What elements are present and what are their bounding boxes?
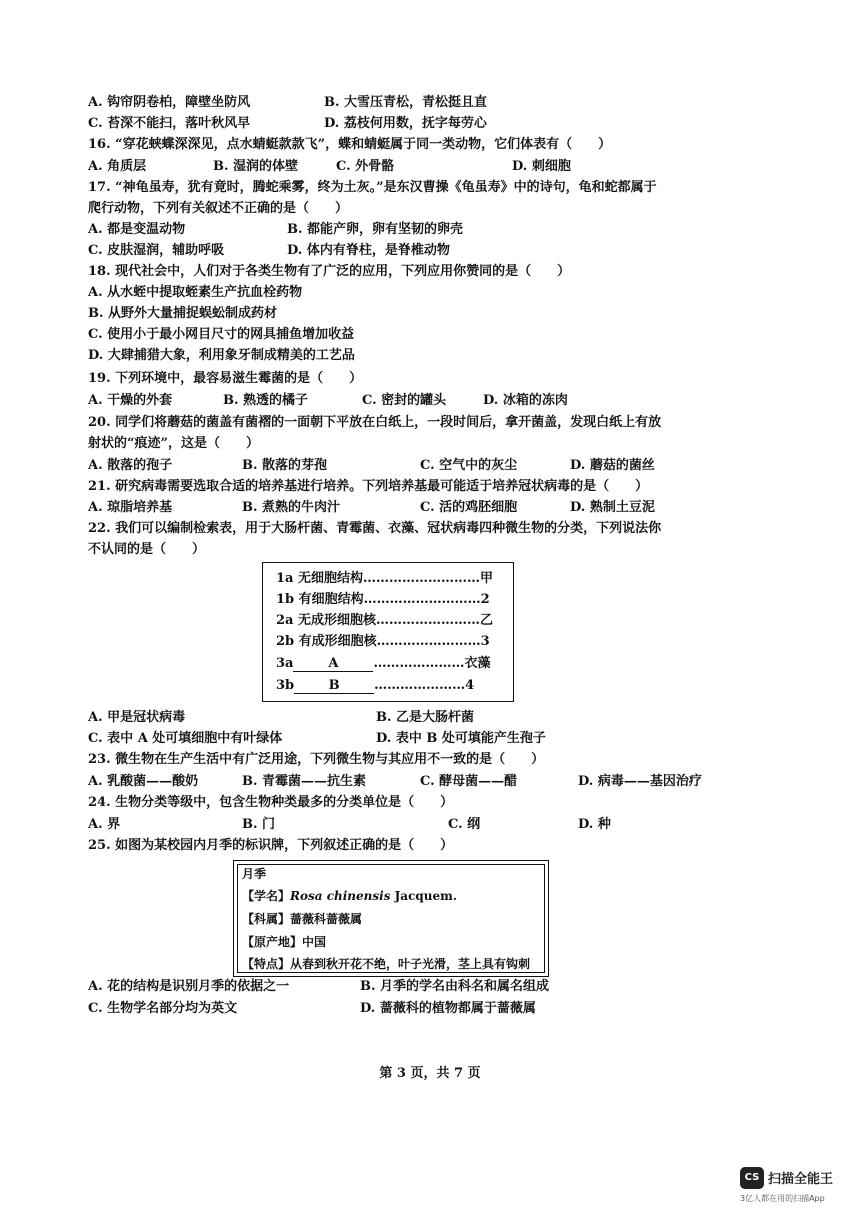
q23-option-c: C. 酵母菌——醋 xyxy=(420,774,518,789)
q23-stem: 23. 微生物在生产生活中有广泛用途，下列微生物与其应用不一致的是（ ） xyxy=(88,752,545,767)
key-line-2b: 2b 有成形细胞核……………………3 xyxy=(276,634,490,649)
key-3b-result: …………………4 xyxy=(374,678,475,693)
sign-sci-binomial: Rosa chinensis xyxy=(290,889,391,903)
q16-option-d: D. 刺细胞 xyxy=(512,159,571,174)
q25-option-c: C. 生物学名部分均为英文 xyxy=(88,1001,238,1016)
watermark-tagline: 3亿人都在用的扫描App xyxy=(740,1194,825,1203)
q25-options-row1 xyxy=(88,976,740,997)
q15-option-c: C. 苔深不能扫，落叶秋风早 xyxy=(88,116,251,131)
q20-option-c: C. 空气中的灰尘 xyxy=(420,458,518,473)
key-blank-b: B xyxy=(294,678,374,694)
q22-options-row2 xyxy=(88,728,740,749)
q22-option-c: C. 表中 A 处可填细胞中有叶绿体 xyxy=(88,731,283,746)
q15-option-a: A. 钩帘阴卷柏，障壁坐防风 xyxy=(88,95,251,110)
q25-stem: 25. 如图为某校园内月季的标识牌，下列叙述正确的是（ ） xyxy=(88,838,454,853)
q19-options xyxy=(88,390,740,411)
key-line-2a: 2a 无成形细胞核……………………乙 xyxy=(276,613,493,628)
watermark-app-name: 扫描全能王 xyxy=(768,1172,834,1187)
q21-option-a: A. 琼脂培养基 xyxy=(88,500,173,515)
q20-stem-line1: 20. 同学们将蘑菇的菌盖有菌褶的一面朝下平放在白纸上，一段时间后，拿开菌盖，发现白纸上有放 xyxy=(88,415,662,430)
q17-options-row2 xyxy=(88,240,740,261)
q16-stem: 16. “穿花蛱蝶深深见，点水蜻蜓款款飞”，蝶和蜻蜓属于同一类动物，它们体表有（ ） xyxy=(88,137,612,152)
q21-option-d: D. 熟制土豆泥 xyxy=(570,500,655,515)
q22-stem-line2: 不认同的是（ ） xyxy=(88,542,206,557)
q20-option-b: B. 散落的芽孢 xyxy=(242,458,328,473)
q24-option-b: B. 门 xyxy=(242,817,276,832)
q24-stem: 24. 生物分类等级中，包含生物种类最多的分类单位是（ ） xyxy=(88,795,454,810)
plant-label-sign xyxy=(233,860,549,977)
q23-option-b: B. 青霉菌——抗生素 xyxy=(242,774,367,789)
q19-stem: 19. 下列环境中，最容易滋生霉菌的是（ ） xyxy=(88,371,363,386)
sign-title: 月季 xyxy=(242,867,267,881)
q17-option-d: D. 体内有脊柱，是脊椎动物 xyxy=(287,243,450,258)
key-line-3a xyxy=(276,653,490,674)
key-3b-label: 3b xyxy=(276,678,295,693)
sign-family: 【科属】蔷薇科蔷薇属 xyxy=(242,912,363,926)
key-3a-result: …………………衣藻 xyxy=(373,656,491,671)
q23-option-a: A. 乳酸菌——酸奶 xyxy=(88,774,199,789)
q22-options-row1 xyxy=(88,707,740,728)
key-line-3b xyxy=(276,675,474,696)
q15-options-row1 xyxy=(88,92,740,113)
sign-sci-author: Jacquem. xyxy=(390,889,458,903)
sign-sci-label: 【学名】 xyxy=(242,889,291,903)
q17-stem-line2: 爬行动物，下列有关叙述不正确的是（ ） xyxy=(88,201,349,216)
q20-stem-line2: 射状的“痕迹”，这是（ ） xyxy=(88,436,259,451)
q22-option-d: D. 表中 B 处可填能产生孢子 xyxy=(376,731,546,746)
q19-option-c: C. 密封的罐头 xyxy=(362,393,447,408)
q17-option-c: C. 皮肤湿润，辅助呼吸 xyxy=(88,243,225,258)
q24-option-d: D. 种 xyxy=(578,817,611,832)
q22-stem-line1: 22. 我们可以编制检索表，用于大肠杆菌、青霉菌、衣藻、冠状病毒四种微生物的分类，下列说法你 xyxy=(88,521,662,536)
q22-option-b: B. 乙是大肠杆菌 xyxy=(376,710,475,725)
q25-options-row2 xyxy=(88,998,740,1019)
q19-option-a: A. 干燥的外套 xyxy=(88,393,173,408)
q18-stem: 18. 现代社会中，人们对于各类生物有了广泛的应用，下列应用你赞同的是（ ） xyxy=(88,264,571,279)
q21-option-b: B. 煮熟的牛肉汁 xyxy=(242,500,341,515)
sign-scientific-name xyxy=(242,885,457,907)
q20-option-a: A. 散落的孢子 xyxy=(88,458,173,473)
q18-option-d: D. 大肆捕猎大象，利用象牙制成精美的工艺品 xyxy=(88,348,355,363)
q16-options xyxy=(88,156,740,177)
key-line-1b: 1b 有细胞结构………………………2 xyxy=(276,592,490,607)
q17-options-row1 xyxy=(88,219,740,240)
q16-option-c: C. 外骨骼 xyxy=(336,159,395,174)
sign-feature: 【特点】从春到秋开花不绝，叶子光滑，茎上具有钩刺 xyxy=(242,957,531,971)
q23-options xyxy=(88,771,740,792)
q16-option-a: A. 角质层 xyxy=(88,159,147,174)
key-line-1a: 1a 无细胞结构………………………甲 xyxy=(276,571,493,586)
q25-option-b: B. 月季的学名由科名和属名组成 xyxy=(360,979,550,994)
q17-option-a: A. 都是变温动物 xyxy=(88,222,186,237)
q17-option-b: B. 都能产卵，卵有坚韧的卵壳 xyxy=(287,222,464,237)
q18-option-c: C. 使用小于最小网目尺寸的网具捕鱼增加收益 xyxy=(88,327,355,342)
q16-option-b: B. 湿润的体壁 xyxy=(213,159,299,174)
q23-option-d: D. 病毒——基因治疗 xyxy=(578,774,702,789)
q25-option-a: A. 花的结构是识别月季的依据之一 xyxy=(88,979,290,994)
q24-option-c: C. 纲 xyxy=(448,817,481,832)
q18-option-a: A. 从水蛭中提取蛭素生产抗血栓药物 xyxy=(88,285,303,300)
q22-option-a: A. 甲是冠状病毒 xyxy=(88,710,186,725)
q21-options xyxy=(88,497,740,518)
sign-origin: 【原产地】中国 xyxy=(242,935,327,949)
q24-option-a: A. 界 xyxy=(88,817,121,832)
key-3a-label: 3a xyxy=(276,656,294,671)
page-number-footer: 第 3 页，共 7 页 xyxy=(379,1066,481,1081)
q15-option-b: B. 大雪压青松，青松挺且直 xyxy=(324,95,488,110)
q19-option-d: D. 冰箱的冻肉 xyxy=(483,393,568,408)
q21-stem: 21. 研究病毒需要选取合适的培养基进行培养。下列培养基最可能适于培养冠状病毒的是（ ） xyxy=(88,479,649,494)
q15-option-d: D. 荔枝何用数，抚字每劳心 xyxy=(324,116,487,131)
q21-option-c: C. 活的鸡胚细胞 xyxy=(420,500,518,515)
q24-options xyxy=(88,814,740,835)
q20-option-d: D. 蘑菇的菌丝 xyxy=(570,458,655,473)
camscanner-logo-icon: CS xyxy=(740,1167,764,1189)
q18-option-b: B. 从野外大量捕捉蜈蚣制成药材 xyxy=(88,306,278,321)
key-blank-a: A xyxy=(293,656,373,672)
dichotomous-key-table xyxy=(262,562,514,702)
q15-options-row2 xyxy=(88,113,740,134)
q20-options xyxy=(88,455,740,476)
q25-option-d: D. 蔷薇科的植物都属于蔷薇属 xyxy=(360,1001,536,1016)
q17-stem-line1: 17. “神龟虽寿，犹有竟时，腾蛇乘雾，终为土灰。”是东汉曹操《龟虽寿》中的诗句，龟和蛇都属于 xyxy=(88,180,657,195)
q19-option-b: B. 熟透的橘子 xyxy=(223,393,309,408)
scanner-watermark xyxy=(740,1165,850,1205)
